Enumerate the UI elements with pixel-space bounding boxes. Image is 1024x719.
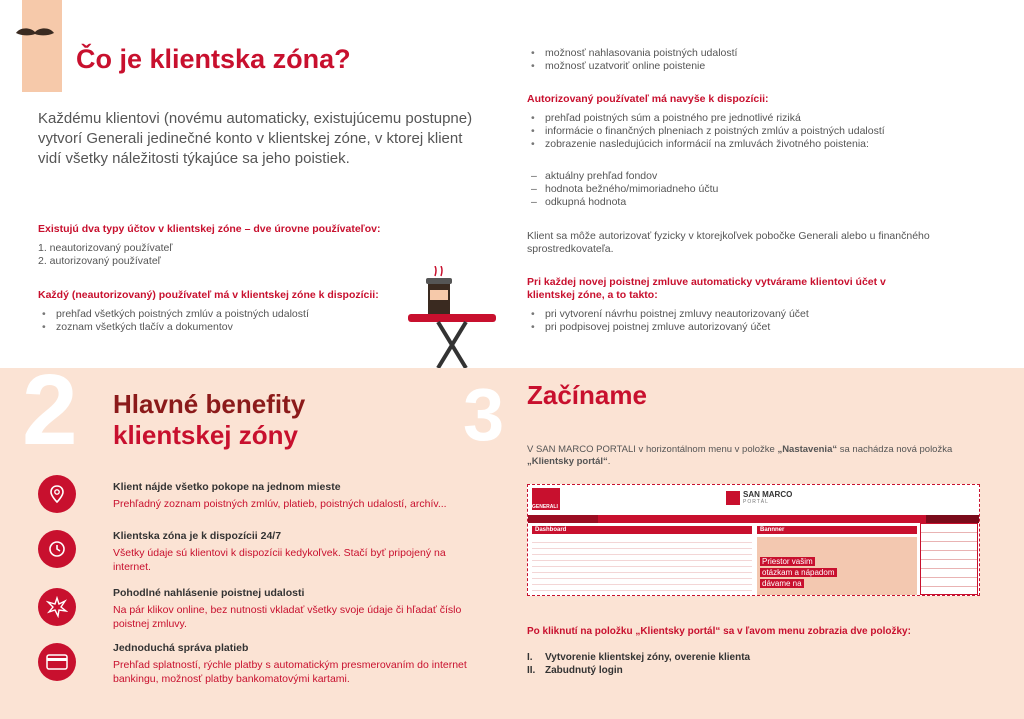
portal-banner-line: otázkam a nápadom [762, 568, 835, 577]
benefit-3-title: Pohodlné nahlásenie poistnej udalosti [113, 587, 305, 599]
section-3-intro: V SAN MARCO PORTALI v horizontálnom menu v položke „Nastavenia“ sa nachádza nová položka „Klientsky portál“. [527, 444, 953, 467]
benefit-2-text: Všetky údaje sú klientovi k dispozícii kedykoľvek. Stačí byť pripojený na internet. [113, 547, 446, 573]
list-item: • prehľad poistných súm a poistného pre jednotlivé riziká [527, 112, 967, 125]
burst-icon [38, 588, 76, 626]
card-icon [38, 643, 76, 681]
section-2-title-line1: Hlavné benefity [113, 389, 306, 419]
list-item: I. Vytvorenie klientskej zóny, overenie klienta [527, 652, 751, 663]
generali-logo-text: GENERALI [532, 504, 558, 510]
list-item: 1. neautorizovaný používateľ [38, 242, 173, 254]
after-click-text: Po kliknutí na položku „Klientsky portál“ sa v ľavom menu zobrazia dve položky: [527, 626, 911, 637]
list-item: • možnosť uzatvoriť online poistenie [527, 60, 737, 73]
list-item: – hodnota bežného/mimoriadneho účtu [527, 183, 718, 196]
section-3-number: 3 [463, 373, 505, 456]
new-contract-list [527, 308, 809, 334]
list-item: • zobrazenie nasledujúcich informácií na zmluvách životného poistenia: [527, 138, 967, 151]
benefit-4-text: Prehľad splatností, rýchle platby s automatickým presmerovaním do internet bankingu, možnosť platby bankomatovými kartami. [113, 659, 467, 685]
location-pin-icon [38, 475, 76, 513]
clock-icon [38, 530, 76, 568]
types-list [38, 242, 172, 268]
san-marco-logo-icon [726, 491, 740, 505]
auth-list [527, 112, 967, 151]
mustache-icon [14, 26, 56, 38]
every-heading: Každý (neautorizovaný) používateľ má v klientskej zóne k dispozícii: [38, 289, 379, 301]
section-2-number: 2 [22, 354, 78, 466]
san-marco-sub: PORTÁL [743, 499, 769, 505]
benefit-3-text: Na pár klikov online, bez nutnosti vkladať všetky svoje údaje či hľadať číslo poistnej zmluvy. [113, 604, 462, 630]
portal-menu-active [528, 515, 598, 523]
portal-dashboard-label: Dashboard [535, 527, 567, 533]
list-item: 2. autorizovaný používateľ [38, 255, 161, 267]
section-2-title-line2: klientskej zóny [113, 420, 298, 450]
life-list [527, 170, 718, 209]
list-item: • možnosť nahlasovania poistných udalostí [527, 47, 737, 60]
list-item: • pri vytvorení návrhu poistnej zmluvy neautorizovaný účet [527, 308, 809, 321]
portal-banner-line: dávame na [762, 579, 802, 588]
portal-menu-item [926, 515, 980, 523]
list-item: – odkupná hodnota [527, 196, 718, 209]
portal-dropdown-menu [920, 523, 978, 595]
benefit-1-title: Klient nájde všetko pokope na jednom mieste [113, 481, 341, 493]
auth-heading: Autorizovaný používateľ má navyše k dispozícii: [527, 93, 769, 105]
section-1-number [22, 0, 62, 92]
section-1-title: Čo je klientska zóna? [76, 44, 351, 74]
coffee-table-illustration [408, 266, 496, 368]
list-item: • informácie o finančných plneniach z poistných zmlúv a poistných udalostí [527, 125, 967, 138]
list-item: • prehľad všetkých poistných zmlúv a poistných udalostí [38, 308, 309, 321]
authorize-text: Klient sa môže autorizovať fyzicky v ktorejkoľvek pobočke Generali alebo u finančného sprostredkovateľa. [527, 230, 930, 255]
san-marco-title: SAN MARCO [743, 490, 793, 499]
portal-screenshot [527, 484, 980, 596]
right-top-list [527, 47, 737, 73]
every-list [38, 308, 309, 334]
benefit-2-title: Klientska zóna je k dispozícii 24/7 [113, 530, 282, 542]
types-heading: Existujú dva typy účtov v klientskej zóne – dve úrovne používateľov: [38, 223, 381, 235]
list-item: II. Zabudnutý login [527, 665, 623, 676]
section-1-intro: Každému klientovi (novému automaticky, existujúcemu postupne) vytvorí Generali jedinečné konto v klientskej zóne, v ktorej klient vidí všetky náležitosti týkajúce sa jeho poistiek. [38, 110, 473, 167]
section-3-title: Začíname [527, 380, 647, 410]
benefit-1-text: Prehľadný zoznam poistných zmlúv, platieb, poistných udalostí, archív... [113, 498, 447, 510]
new-contract-heading: Pri každej novej poistnej zmluve automaticky vytvárame klientovi účet v klientskej zóne, a to takto: [527, 276, 886, 301]
benefit-4-title: Jednoduchá správa platieb [113, 642, 249, 654]
portal-banner-line: Priestor vašim [762, 557, 813, 566]
list-item: • pri podpisovej poistnej zmluve autorizovaný účet [527, 321, 809, 334]
portal-dashboard-rows [532, 537, 752, 595]
list-item: • zoznam všetkých tlačív a dokumentov [38, 321, 309, 334]
step-list [527, 651, 750, 677]
list-item: – aktuálny prehľad fondov [527, 170, 718, 183]
portal-banner-label: Bannner [760, 527, 785, 533]
